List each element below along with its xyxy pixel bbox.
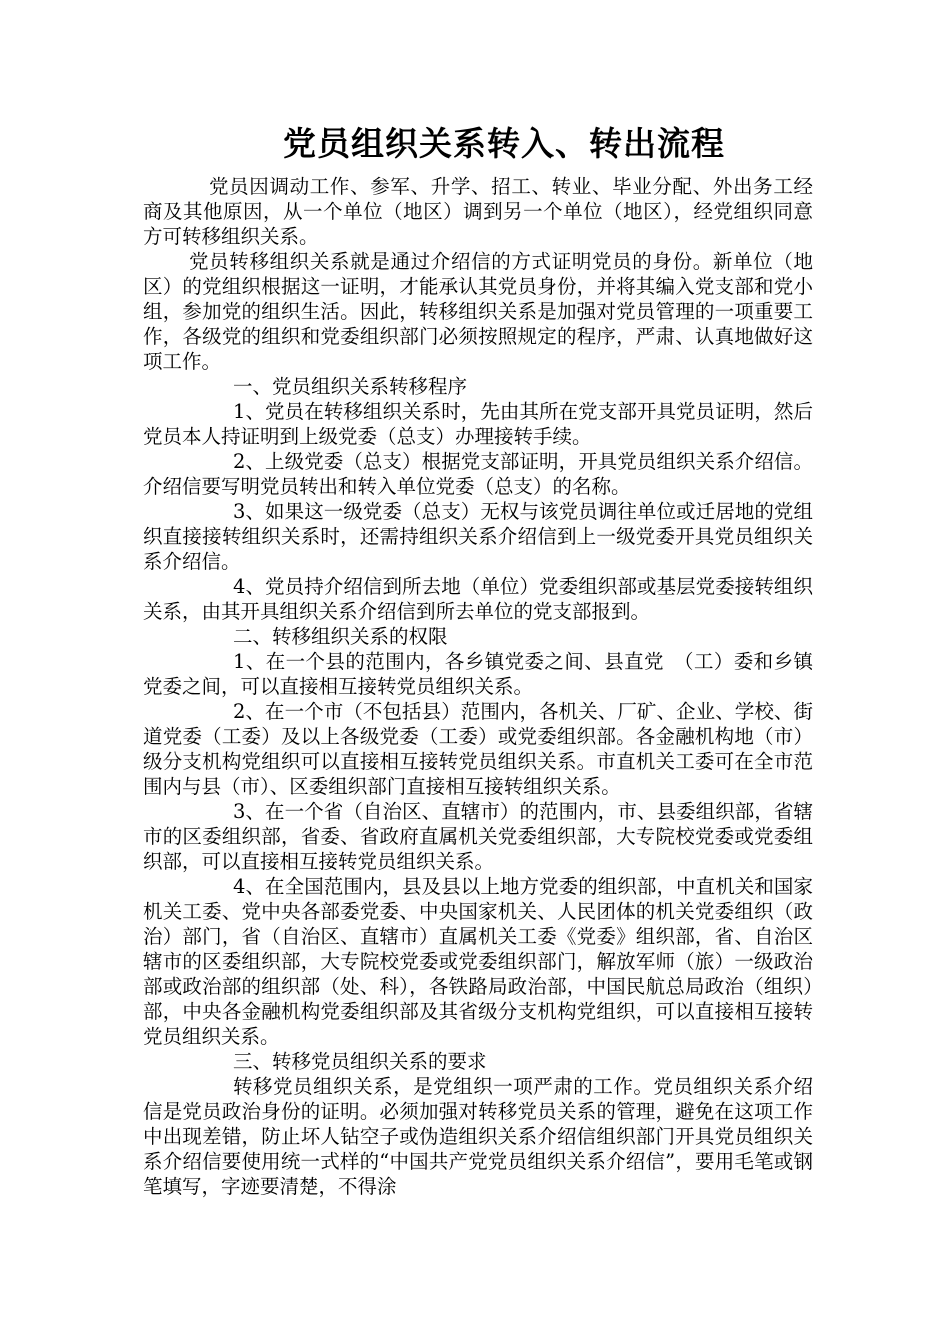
document-title: 党员组织关系转入、转出流程 — [283, 124, 725, 163]
section-heading-procedure: 一、党员组织关系转移程序 — [233, 375, 468, 398]
authority-item-2: 2、在一个市（不包括县）范围内，各机关、厂矿、企业、学校、街道党委（工委）及以上各级党委（工委）或党委组织部。各金融机构地（市）级分支机构党组织可以直接相互接转党员组织关系。市直机关工委可在全市范围内与县（市）、区委组织部门直接相互接转组织关系。 — [143, 700, 813, 798]
authority-item-4: 4、在全国范围内，县及县以上地方党委的组织部，中直机关和国家机关工委、党中央各部委党委、中央国家机关、人民团体的机关党委组织（政治）部门，省（自治区、直辖市）直属机关工委《党委》组织部，省、自治区辖市的区委组织部，大专院校党委或党委组织部门，解放军师（旅）一级政治部或政治部的组织部（处、科），各铁路局政治部，中国民航总局政治（组织）部，中央各金融机构党委组织部及其省级分支机构党组织，可以直接相互接转党员组织关系。 — [143, 875, 813, 1048]
procedure-item-3: 3、如果这一级党委（总支）无权与该党员调往单位或迁居地的党组织直接接转组织关系时，还需持组织关系介绍信到上一级党委开具党员组织关系介绍信。 — [143, 500, 813, 573]
document-page — [143, 122, 813, 1199]
procedure-item-1: 1、党员在转移组织关系时，先由其所在党支部开具党员证明，然后党员本人持证明到上级党委（总支）办理接转手续。 — [143, 400, 813, 448]
procedure-item-4: 4、党员持介绍信到所去地（单位）党委组织部或基层党委接转组织关系，由其开具组织关系介绍信到所去单位的党支部报到。 — [143, 575, 813, 623]
section-heading-authority: 二、转移组织关系的权限 — [233, 625, 448, 648]
authority-item-3: 3、在一个省（自治区、直辖市）的范围内，市、县委组织部，省辖市的区委组织部，省委、省政府直属机关党委组织部，大专院校党委或党委组织部，可以直接相互接转党员组织关系。 — [143, 800, 813, 873]
paragraph-intro: 党员因调动工作、参军、升学、招工、转业、毕业分配、外出务工经商及其他原因，从一个单位（地区）调到另一个单位（地区），经党组织同意方可转移组织关系。 — [143, 175, 813, 248]
authority-item-1: 1、在一个县的范围内，各乡镇党委之间、县直党 （工）委和乡镇党委之间，可以直接相互接转党员组织关系。 — [143, 650, 813, 698]
procedure-item-2: 2、上级党委（总支）根据党支部证明，开具党员组织关系介绍信。介绍信要写明党员转出和转入单位党委（总支）的名称。 — [143, 450, 813, 498]
paragraph-purpose: 党员转移组织关系就是通过介绍信的方式证明党员的身份。新单位（地区）的党组织根据这一证明，才能承认其党员身份，并将其编入党支部和党小组，参加党的组织生活。因此，转移组织关系是加强对党员管理的一项重要工作，各级党的组织和党委组织部门必须按照规定的程序，严肃、认真地做好这项工作。 — [143, 250, 813, 373]
requirements-paragraph: 转移党员组织关系，是党组织一项严肃的工作。党员组织关系介绍信是党员政治身份的证明。必须加强对转移党员关系的管理，避免在这项工作中出现差错，防止坏人钻空子或伪造组织关系介绍信组织部门开具党员组织关系介绍信要使用统一式样的“中国共产党党员组织关系介绍信”，要用毛笔或钢笔填写，字迹要清楚，不得涂 — [143, 1075, 813, 1198]
section-heading-requirements: 三、转移党员组织关系的要求 — [233, 1050, 487, 1073]
